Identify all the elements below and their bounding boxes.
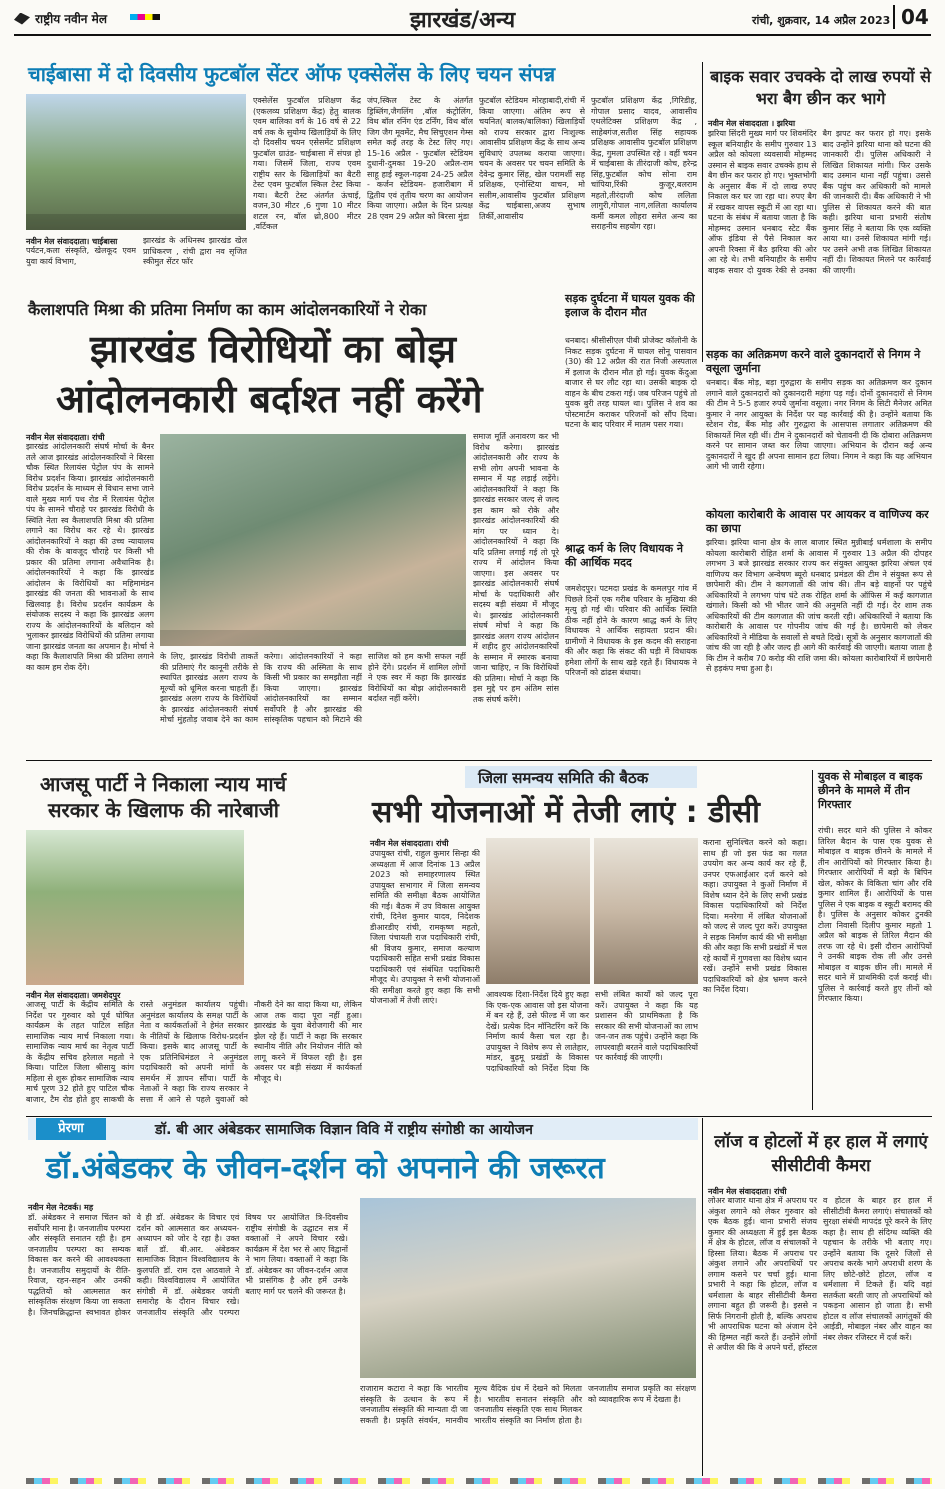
story10-rule bbox=[812, 770, 813, 1110]
story1-col2: झारखंड के अधिनस्थ झारखंड खेल प्राधिकरण , रांची द्वारा नव सृजित स्कीमुत सेंटर फॉर bbox=[143, 236, 247, 266]
story12-headline: लॉज व होटलों में हर हाल में लगाएं सीसीटीवी कैमरा bbox=[714, 1132, 928, 1176]
paper-logo-icon bbox=[14, 13, 30, 25]
story3-photo bbox=[160, 434, 466, 646]
section-title: झारखंड/अन्य bbox=[410, 8, 516, 33]
story11-body-bottom: राजाराम कटारा ने कहा कि भारतीय संस्कृति के उत्थान के रूप में जनजातीय संस्कृति की मान्यता दी जा सकती है। प्रकृति संवर्धन, मानवीय मूल्य वैदिक ग्रंथ में देखने को मिलता है। भारतीय सनातन संस्कृति और जनजातीय संस्कृति एक साथ मिलकर भारतीय संस्कृति का निर्माण होता है। जनजातीय समाज प्रकृति का संरक्षण को व्यावहारिक रूप में देखता है। bbox=[360, 1384, 696, 1425]
story1-col3: एक्सेलेंस फुटबॉल प्रशिक्षण केंद्र (एकलव्य प्रशिक्षण केंद्र) हेतु बालक एवम बालिका वर्ग के 16 वर्ष से 22 वर्ष तक के सुयोग्य खिलाड़ियों के लिए दो दिवसीय चयन एसेसमेंट प्रशिक्षण फुटबॉल ग्राउंड- चाईबासा में संपन्न हो गया। जिसमें जिला, राज्य एवम राष्ट्रीय स्तर के खिलाड़ियों का बैटरी टेस्ट एवम फुटबॉल स्किल टेस्ट किया गया। बैटरी टेस्ट अंतर्गत ऊंचाई, वजन,30 मीटर ,6 गुणा 10 मीटर शटल रन, बॉल थ्रो,800 मीटर ,वर्टिकल bbox=[253, 96, 361, 231]
story3-kicker: कैलाशपति मिश्रा की प्रतिमा निर्माण का काम आंदोलनकारियों ने रोका bbox=[28, 300, 427, 319]
story11-byline: नवीन मेल नेटवर्क। मह bbox=[28, 1203, 94, 1212]
story6-headline: सड़क का अतिक्रमण करने वाले दुकानदारों से निगम ने वसूला जुर्माना bbox=[706, 348, 921, 375]
masthead bbox=[14, 8, 134, 30]
story9-body-left: उपायुक्त रांची, राहुल कुमार सिन्हा की अध्यक्षता में आज दिनांक 13 अप्रैल 2023 को समाहरणालय स्थित उपायुक्त सभागार में जिला समन्वय समिति की समीक्षा बैठक आयोजित की गई। बैठक में उप विकास आयुक्त रांची, दिनेश कुमार यादव, निदेशक डीआरडीए रांची, रामकृष्ण महतो, जिला पंचायती राज पदाधिकारी रांची, श्री विजय कुमार, समाज कल्याण पदाधिकारी सहित सभी प्रखंड विकास पदाधिकारी एवं संबंधित पदाधिकारी मौजूद थे। उपायुक्त ने सभी योजनाओं की समीक्षा करते हुए कहा कि सभी योजनाओं में तेजी लाएं। bbox=[370, 849, 480, 1005]
story3-headline-line1: झारखंड विरोधियों का बोझ bbox=[90, 327, 456, 371]
story1-col5: फुटबॉल स्टेडियम मोरहाबादी,रांची में किया जाएगा। अंतिम रूप से चयनित( बालक/बालिका) खिलाड़ियों को राज्य सरकार द्वारा निःशुल्क आवासीय प्रशिक्षण केंद्र के साथ अन्य सुविधाएं उपलब्ध कराया जाएगा। चयन के अवसर पर चयन समिति के देवेन्द्र कुमार सिंह, खेल परामर्शी सह प्रशिक्षक, एनोस्टिया वाचन, मो सलीम,आवासीय फुटबॉल प्रशिक्षण केंद्र चाईबासा,अजय सुभाष तिर्की,आवासीय bbox=[479, 96, 585, 221]
story3-body-right: समाज मूर्ति अनावरण कर भी विरोध करेगा। झारखंड आंदोलनकारी और राज्य के सभी लोग अपनी भावना के सम्मान में यह लड़ाई लड़ेंगे। आंदोलनकारियों ने कहा कि झारखंड सरकार जल्द से जल्द इस काम को रोके और झारखंड आंदोलनकारियों की मांग पर ध्यान दे। आंदोलनकारियों ने कहा कि यदि प्रतिमा लगाई गई तो पूरे राज्य में आंदोलन किया जाएगा। इस अवसर पर झारखंड आंदोलनकारी संघर्ष मोर्चा के पदाधिकारी और सदस्य बड़ी संख्या में मौजूद थे। झारखंड आंदोलनकारी संघर्ष मोर्चा ने कहा कि झारखंड अलग राज्य आंदोलन में शहीद हुए आंदोलनकारियों के सम्मान में स्मारक बनाया जाना चाहिए, न कि विरोधियों की प्रतिमा। मोर्चा ने कहा कि इस मुद्दे पर हम अंतिम सांस तक संघर्ष करेंगे। bbox=[473, 432, 559, 704]
story11-kicker: डॉ. बी आर अंबेडकर सामाजिक विज्ञान विवि में राष्ट्रीय संगोष्ठी का आयोजन bbox=[155, 1122, 533, 1138]
story6-body: धनबाद। बैंक मोड़, बड़ा गुरुद्वारा के समीप सड़क का अतिक्रमण कर दुकान लगाने वाले दुकानदारों को दुकानदारी महंगा पड़ गई। दोनों दुकानदारों से निगम की टीम ने 5-5 हजार रुपये जुर्माना वसूला। नगर निगम के सिटी मैनेजर अमित कुमार ने नगर आयुक्त के निर्देश पर यह कार्रवाई की है। उन्होंने बताया कि स्टेशन रोड, बैंक मोड़ और गुरुद्वारा के आसपास लगातार अतिक्रमण की शिकायतें मिल रही थीं। टीम ने दुकानदारों को चेतावनी दी कि दोबारा अतिक्रमण करने पर सामान जब्त कर लिया जाएगा। अभियान के दौरान कई अन्य दुकानदारों ने खुद ही अपना सामान हटा लिया। निगम ने कहा कि यह अभियान आगे भी जारी रहेगा। bbox=[706, 378, 932, 471]
mid-rule-2 bbox=[26, 1116, 932, 1117]
story8-body-cont bbox=[250, 830, 362, 995]
story7-body: झरिया। झरिया थाना क्षेत्र के लाल बाजार स्थित मुन्नीबाई धर्मशाला के समीप कोयला कारोबारी रोहित शर्मा के आवास में गुरुवार 13 अप्रैल की दोपहर लगभग 3 बजे झारखंड सरकार राज्य कर संयुक्त आयुक्त झरिया अंचल एवं वाणिज्य कर विभाग अन्वेषण ब्यूरो धनबाद प्रमंडल की टीम ने संयुक्त रूप से छापेमारी की। टीम ने कागजातों की जांच की। तीन बड़े वाहनों पर पहुंचे अधिकारियों ने लगभग पांच घंटे तक रोहित शर्मा के ऑफिस में कई कागजात खंगाले। किसी को भी भीतर जाने की अनुमति नहीं दी गई। देर शाम तक अधिकारियों की टीम कागजात की जांच करती रही। अधिकारियों ने बताया कि कारोबारी के आवास पर गोपनीय जांच की गई है। छापेमारी को लेकर अधिकारियों ने मीडिया के सवालों से बचते दिखे। सूत्रों के अनुसार कागजातों की जांच की जा रही है और जल्द ही आगे की कार्रवाई की जाएगी। बताया जाता है कि टीम ने करीब 70 करोड़ की राशि जमा की। कोयला कारोबारियों में छापेमारी से हड़कंप मचा हुआ है। bbox=[706, 538, 932, 673]
story1-col1: पर्यटन,कला संस्कृति, खेलकूद एवम युवा कार्य विभाग, bbox=[26, 246, 136, 266]
story8-headline-line2: सरकार के खिलाफ की नारेबाजी bbox=[48, 798, 279, 822]
story5-body: जमशेदपुर। पटमदा प्रखंड के कमलपुर गांव में पिछले दिनों एक गरीब परिवार के मुखिया की मृत्यु हो गई थी। परिवार की आर्थिक स्थिति ठीक नहीं होने के कारण श्राद्ध कर्म के लिए विधायक ने आर्थिक सहायता प्रदान की। ग्रामीणों ने विधायक के इस कदम की सराहना की और कहा कि संकट की घड़ी में विधायक हमेशा लोगों के साथ खड़े रहते हैं। विधायक ने परिजनों को ढांढस बंधाया। bbox=[565, 584, 697, 677]
story9-body-bottom: आवश्यक दिशा-निर्देश दिये हुए कहा कि एक-एक आवास जो इस योजना में बन रहे हैं, उसे फील्ड में जा कर देखें। प्रत्येक दिन मॉनिटरिंग करें कि निर्माण कार्य कैसा चल रहा है। उपायुक्त ने विशेष रूप से लातेहार, मांडर, बुढ़मू प्रखंडों के विकास पदाधिकारियों को निर्देश दिया कि सभी लंबित कार्यों को जल्द पूरा करें। उपायुक्त ने कहा कि यह प्रशासन की प्राथमिकता है कि सरकार की सभी योजनाओं का लाभ जन-जन तक पहुंचे। उन्होंने कहा कि लापरवाही बरतने वाले पदाधिकारियों पर कार्रवाई की जाएगी। bbox=[486, 990, 698, 1073]
registration-marks bbox=[26, 1478, 932, 1484]
story2-rule bbox=[702, 62, 703, 362]
story3-body-bottom: के लिए, झारखंड विरोधी ताकतें की प्रतिमाएं गैर कानूनी तरीके से स्थापित झारखंड अलग राज्य के मूल्यों को धूमिल करना चाहती हैं। झारखंड अलग राज्य के विरोधियों के झारखंड आंदोलनकारी संघर्ष मोर्चा मुंहतोड़ जवाब देने का काम करेगा। आंदोलनकारियों ने कहा कि राज्य की अस्मिता के साथ किसी भी प्रकार का समझौता नहीं किया जाएगा। झारखंड आंदोलनकारियों का सम्मान सर्वोपरि है और झारखंड की सांस्कृतिक पहचान को मिटाने की साजिश को हम कभी सफल नहीं होने देंगे। प्रदर्शन में शामिल लोगों ने एक स्वर में कहा कि झारखंड विरोधियों का बोझ आंदोलनकारी बर्दाश्त नहीं करेंगे। bbox=[160, 652, 466, 724]
story9-byline: नवीन मेल संवाददाता। रांची bbox=[370, 839, 449, 848]
story11-photo bbox=[360, 1198, 696, 1378]
story8-photo bbox=[26, 830, 244, 985]
story1-byline: नवीन मेल संवाददाता। चाईबासा bbox=[26, 237, 118, 246]
story1-headline: चाईबासा में दो दिवसीय फुटबॉल सेंटर ऑफ एक्सेलेंस के लिए चयन संपन्न bbox=[28, 62, 556, 86]
story9-photo bbox=[486, 838, 590, 984]
story2-byline: नवीन मेल संवाददाता । झरिया bbox=[708, 119, 796, 128]
story1-photo bbox=[26, 94, 246, 230]
story11-tag: प्रेरणा bbox=[36, 1118, 106, 1140]
story5-headline: श्राद्ध कर्म के लिए विधायक ने की आर्थिक मदद bbox=[565, 542, 683, 569]
story9-headline: सभी योजनाओं में तेजी लाएं : डीसी bbox=[372, 795, 760, 830]
story9-body-right: कराना सुनिश्चित करने को कहा। साथ ही जो इस फंड का गलत उपयोग कर अन्य कार्य कर रहे हैं, उनपर एफआईआर दर्ज करने को कहा। उपायुक्त ने कुओं निर्माण में विशेष ध्यान देने के लिए सभी प्रखंड विकास पदाधिकारियों को निर्देश दिया। मनरेगा में लंबित योजनाओं को जल्द से जल्द पूरा करें। उपायुक्त ने सड़क निर्माण कार्य की भी समीक्षा की और कहा कि सभी प्रखंडों में चल रहे कार्यों में गुणवत्ता का विशेष ध्यान रखें। उन्होंने सभी प्रखंड विकास पदाधिकारियों को क्षेत्र भ्रमण करने का निर्देश दिया। bbox=[703, 838, 807, 994]
story2-body: झरिया सिंदरी मुख्य मार्ग पर शिवमंदिर स्कूल बनियाहीर के समीप गुरुवार 13 अप्रैल को कोयला व्यवसायी मोहम्मद उस्मान से बाइक सवार उचक्के हाथ से बैग छीन कर फरार हो गए। भुक्तभोगी के अनुसार बैंक में दो लाख रुपए निकाल कर घर जा रहा था। रुपए बैग में रखकर वापस स्कूटी में आ रहा था। घटना के संबंध में बताया जाता है कि मोहम्मद उस्मान धनबाद स्टेट बैंक ऑफ इंडिया से पैसे निकाल कर अपनी रिक्सा में बैठ झरिया की ओर आ रहे थे। तभी बनियाहीर के समीप बाइक सवार दो युवक रेकी से उनका बैग झपट कर फरार हो गए। इसके बाद उन्होंने झरिया थाना को घटना की जानकारी दी। पुलिस अधिकारी ने लिखित शिकायत मांगी। फिर उसके बाद उस्मान थाना नहीं पहुंचा। उससे बैंक पहुंच कर अधिकारी को मामले की जानकारी दी। बैंक अधिकारी ने भी पुलिस से शिकायत करने की बात कही। झरिया थाना प्रभारी संतोष कुमार सिंह ने बताया कि एक व्यक्ति आया था। उनसे शिकायत मांगी गई। पर उसने अभी तक लिखित शिकायत नहीं दी। शिकायत मिलने पर कार्रवाई की जाएगी। bbox=[708, 129, 931, 275]
story3-byline: नवीन मेल संवाददाता। रांची bbox=[26, 433, 105, 442]
story12-byline: नवीन मेल संवाददाता। रांची bbox=[708, 1187, 787, 1196]
story7-headline: कोयला कारोबारी के आवास पर आयकर व वाणिज्य कर का छापा bbox=[706, 508, 929, 535]
header-rule bbox=[14, 34, 931, 36]
story12-body: लोअर बाजार थाना क्षेत्र में अपराध पर अंकुश लगाने को लेकर गुरुवार को एक बैठक हुई। थाना प्रभारी संजय कुमार की अध्यक्षता में हुई इस बैठक में क्षेत्र के होटल, लॉज व संचालकों ने हिस्सा लिया। बैठक में अपराध पर अंकुश लगाने और अपराधियों पर लगाम कसने पर चर्चा हुई। थाना प्रभारी ने कहा कि होटल, लॉज व धर्मशाला के बाहर सीसीटीवी कैमरा लगाना बहुत ही जरूरी है। इससे न सिर्फ निगरानी होती है, बल्कि अपराध भी आपराधिक घटना को अंजाम देने की हिम्मत नहीं करते हैं। उन्होंने लोगों से अपील की कि वे अपने घरों, हॉस्टल व होटल के बाहर हर हाल में सीसीटीवी कैमरा लगाएं। संचालकों को सुरक्षा संबंधी मापदंड पूरे करने के लिए कहा है। साथ ही संदिग्ध व्यक्ति की पहचान के तरीके भी बताए गए। उन्होंने बताया कि दूसरे जिलों से अपराध करके भागे अपराधी शरण के लिए छोटे-छोटे होटल, लॉज व धर्मशाला में टिकते हैं। यदि वहां सतर्कता बरती जाए तो अपराधियों को पकड़ना आसान हो जाता है। सभी होटल व लॉज संचालकों आगंतुकों की आईडी, मोबाइल नंबर और वाहन का नंबर लेकर रजिस्टर में दर्ज करें। bbox=[708, 1196, 932, 1352]
page-number: 04 bbox=[893, 5, 929, 29]
story1-col4: जंप,स्किल टेस्ट के अंतर्गत ड्रिब्लिंग,जैगलिंग ,बॉल कंट्रोलिंग, विथ बॉल रनिंग एंड टर्निंग, विथ बॉल जिग जैग मूवमेंट, मैच सिचुएशन गेम्स समेत कई तरह के टेस्ट लिए गए। 15-16 अप्रैल - फुटबॉल स्टेडियम दुधानी-दुमका 19-20 अप्रैल-राम साहू हाई स्कूल-गढ़वा 24-25 अप्रैल - कर्जन स्टेडियम- हजारीबाग में द्वितीय एवं तृतीय चरण का आयोजन किया जाएगा। अप्रैल के दिन प्रत्यक्ष 28 एवम 29 अप्रैल को बिरसा मुंडा bbox=[367, 96, 473, 221]
story8-body: आजसू पार्टी के केंद्रीय समिति के निर्देश पर गुरुवार को पूर्व घोषित कार्यक्रम के तहत पाटिल सहित सामाजिक न्याय मार्च निकाला गया। सामाजिक न्याय मार्च का नेतृत्व पार्टी के केंद्रीय सचिव हरेलाल महतो ने किया। पाटिल जिला श्रीसायु कांग महिला से शुरू होकर सामाजिक न्याय मार्च पूरण 32 होते हुए पाटिल चौक बाजार, टैम रोड होते हुए साकची के रास्ते अनुमंडल कार्यालय पहुंची। अनुमंडल कार्यालय के समक्ष पार्टी के नेता व कार्यकर्ताओं ने हेमंत सरकार के नीतियों के खिलाफ विरोध-प्रदर्शन किया। इसके बाद आजसू पार्टी के एक प्रतिनिधिमंडल ने अनुमंडल पदाधिकारी को अपनी मांगों के समर्थन में ज्ञापन सौंपा। पार्टी के नेताओं ने कहा कि राज्य सरकार ने सत्ता में आने से पहले युवाओं को नौकरी देने का वादा किया था, लेकिन आज तक वादा पूरा नहीं हुआ। झारखंड के युवा बेरोजगारी की मार झेल रहे हैं। पार्टी ने कहा कि सरकार स्थानीय नीति और नियोजन नीति को लागू करने में विफल रही है। इस अवसर पर बड़ी संख्या में कार्यकर्ता मौजूद थे। bbox=[26, 1000, 362, 1104]
paper-name: राष्ट्रीय नवीन मेल bbox=[35, 12, 107, 26]
story10-body: रांची। सदर थाने की पुलिस ने कोकर तिरिल बैदान के पास एक युवक से मोबाइल व बाइक छीनने के मामले में तीन आरोपियों को गिरफ्तार किया है। गिरफ्तार आरोपियों में बड़ो के बिपिन खेल, कोकर के विकिता चांग और रवि कुमार शामिल हैं। आरोपियों के पास पुलिस ने एक बाइक व स्कूटी बरामद की है। पुलिस के अनुसार कोकर टुनकी टोला निवासी दिलीप कुमार महतो 1 अप्रैल को बाइक से तिरिल मैदान की तरफ जा रहे थे। इसी दौरान आरोपियों ने उनकी बाइक रोक ली और उनसे मोबाइल व बाइक छीन ली। मामले में सदर थाने में प्राथमिकी दर्ज कराई थी। पुलिस ने कार्रवाई करते हुए तीनों को गिरफ्तार किया। bbox=[818, 826, 932, 1003]
story3-headline-line2: आंदोलनकारी बर्दाश्त नहीं करेंगे bbox=[56, 377, 483, 421]
story12-rule bbox=[702, 1118, 703, 1476]
story11-body: डॉ. अंबेडकर ने समाज चिंतन को सर्वोपरि माना है। जनजातीय परम्परा और संस्कृति सनातन रही है। हम जनजातीय परम्परा का सम्यक विकास कर करने की आवश्यकता है। जनजातीय समुदायों के रीति-रिवाज, रहन-सहन और उनकी पद्धतियों को आत्मसात कर सांस्कृतिक संरक्षण किया जा सकता है। जिनचक्रिद्धान्त स्वभावत होकर वे ही डॉ. अंबेडकर के विचार एवं दर्शन को आत्मसात कर अध्ययन-अध्यापन को जोर दे रहा है। उक्त बातें डॉ. बी.आर. अंबेडकर सामाजिक विज्ञान विश्वविद्यालय के कुलपति डॉ. राम दत्त आठवाले ने कही। विश्वविद्यालय में आयोजित संगोष्ठी में डॉ. अंबेडकर जयंती समारोह के दौरान विचार रखे। जनजातीय संस्कृति और परम्परा विषय पर आयोजित त्रि-दिवसीय राष्ट्रीय संगोष्ठी के उद्घाटन सत्र में वक्ताओं ने अपने विचार रखे। कार्यक्रम में देश भर से आए विद्वानों ने भाग लिया। वक्ताओं ने कहा कि डॉ. अंबेडकर का जीवन-दर्शन आज भी प्रासंगिक है और हमें उनके बताए मार्ग पर चलने की जरूरत है। bbox=[28, 1213, 348, 1317]
color-bar bbox=[130, 14, 160, 20]
story4-headline: सड़क दुर्घटना में घायल युवक की इलाज के दौरान मौत bbox=[565, 292, 695, 319]
story3-body-left: झारखंड आंदोलनकारी संघर्ष मोर्चा के बैनर तले आज झारखंड आंदोलनकारियों ने बिरसा चौक स्थित रिलायंस पेट्रोल पंप के सामने विरोध प्रदर्शन किया। झारखंड आंदोलनकारी विरोध प्रदर्शन के माध्यम से विधान सभा जाने वाले मुख्य मार्ग पथ रोड में रिलायंस पेट्रोल पंप के सामने चौराहे पर झारखंड विरोधी के स्थिति नेता स्व कैलाशपति मिश्रा की प्रतिमा लगाने का विरोध कर रहे थे। झारखंड आंदोलनकारियों ने कहा की उच्च न्यायालय की रोक के बावजूद चौराहे पर किसी भी प्रकार की प्रतिमा लगाना अवैधानिक है। आंदोलनकारियों ने कहा कि झारखंड आंदोलन के विरोधियों का महिमामंडन झारखंड की जनता की भावनाओं के साथ खिलवाड़ है। विरोध प्रदर्शन कार्यक्रम के संयोजक सदस्य ने कहा कि झारखंड अलग राज्य के आंदोलनकारियों के बलिदान को भुलाकर झारखंड विरोधियों की प्रतिमा लगाया जाना झारखंड जनता का अपमान है। मोर्चा ने कहा कि कैलाशपति मिश्रा की प्रतिमा लगाने का काम हम रोक देंगे। bbox=[26, 442, 154, 672]
story11-headline: डॉ.अंबेडकर के जीवन-दर्शन को अपनाने की जरूरत bbox=[46, 1151, 605, 1186]
story2-headline: बाइक सवार उचक्के दो लाख रुपयों से भरा बैग छीन कर भागे bbox=[710, 67, 931, 108]
story1-col6: फुटबॉल प्रशिक्षण केंद्र ,गिरिडीह, गोपाल प्रसाद यादव, आवासीय एथलेटिक्स प्रशिक्षण केंद्र , साहेबगंज,सतीश सिंह सहायक प्रशिक्षक आवासीय फुटबॉल प्रशिक्षण केंद्र, गुमला उपस्थित रहे । वहीं चयन में चाईबासा के तीरंदाजी कोच, हरेन्द्र सिंह,फुटबॉल कोच सोना राम चांपिया,रिंकी कुजूर,बलराम महतो,तीरंदाजी कोच ललिता लागुरी,गोपाल नाग,ललिता कार्यालय कर्मी कमल लोहरा समेत अन्य का सराहनीय सहयोग रहा। bbox=[591, 96, 697, 231]
dateline: रांची, शुक्रवार, 14 अप्रैल 2023 bbox=[752, 14, 891, 27]
mid-rule-1 bbox=[26, 760, 932, 761]
story8-byline: नवीन मेल संवाददाता। जमशेदपुर bbox=[26, 991, 121, 1000]
story9-kicker: जिला समन्वय समिति की बैठक bbox=[478, 769, 649, 787]
story4-body: धनबाद। श्रीसीसीएल पीबी प्रोजेक्ट कॉलोनी के निकट सड़क दुर्घटना में घायल सोनू पासवान (30) की 12 अप्रैल की रात निजी अस्पताल में इलाज के दौरान मौत हो गई। युवक केंदुआ बाजार से घर लौट रहा था। उसकी बाइक दो वाहन के बीच टकरा गई। जब परिजन पहुंचे तो युवक बुरी तरह घायल था। पुलिस ने शव का पोस्टमार्टम कराकर परिजनों को सौंप दिया। घटना के बाद परिवार में मातम पसर गया। bbox=[565, 336, 697, 429]
story8-headline-line1: आजसू पार्टी ने निकाला न्याय मार्च bbox=[40, 772, 287, 796]
story10-headline: युवक से मोबाइल व बाइक छीनने के मामले में तीन गिरफ्तार bbox=[818, 770, 923, 811]
story9-photo2 bbox=[594, 838, 698, 984]
